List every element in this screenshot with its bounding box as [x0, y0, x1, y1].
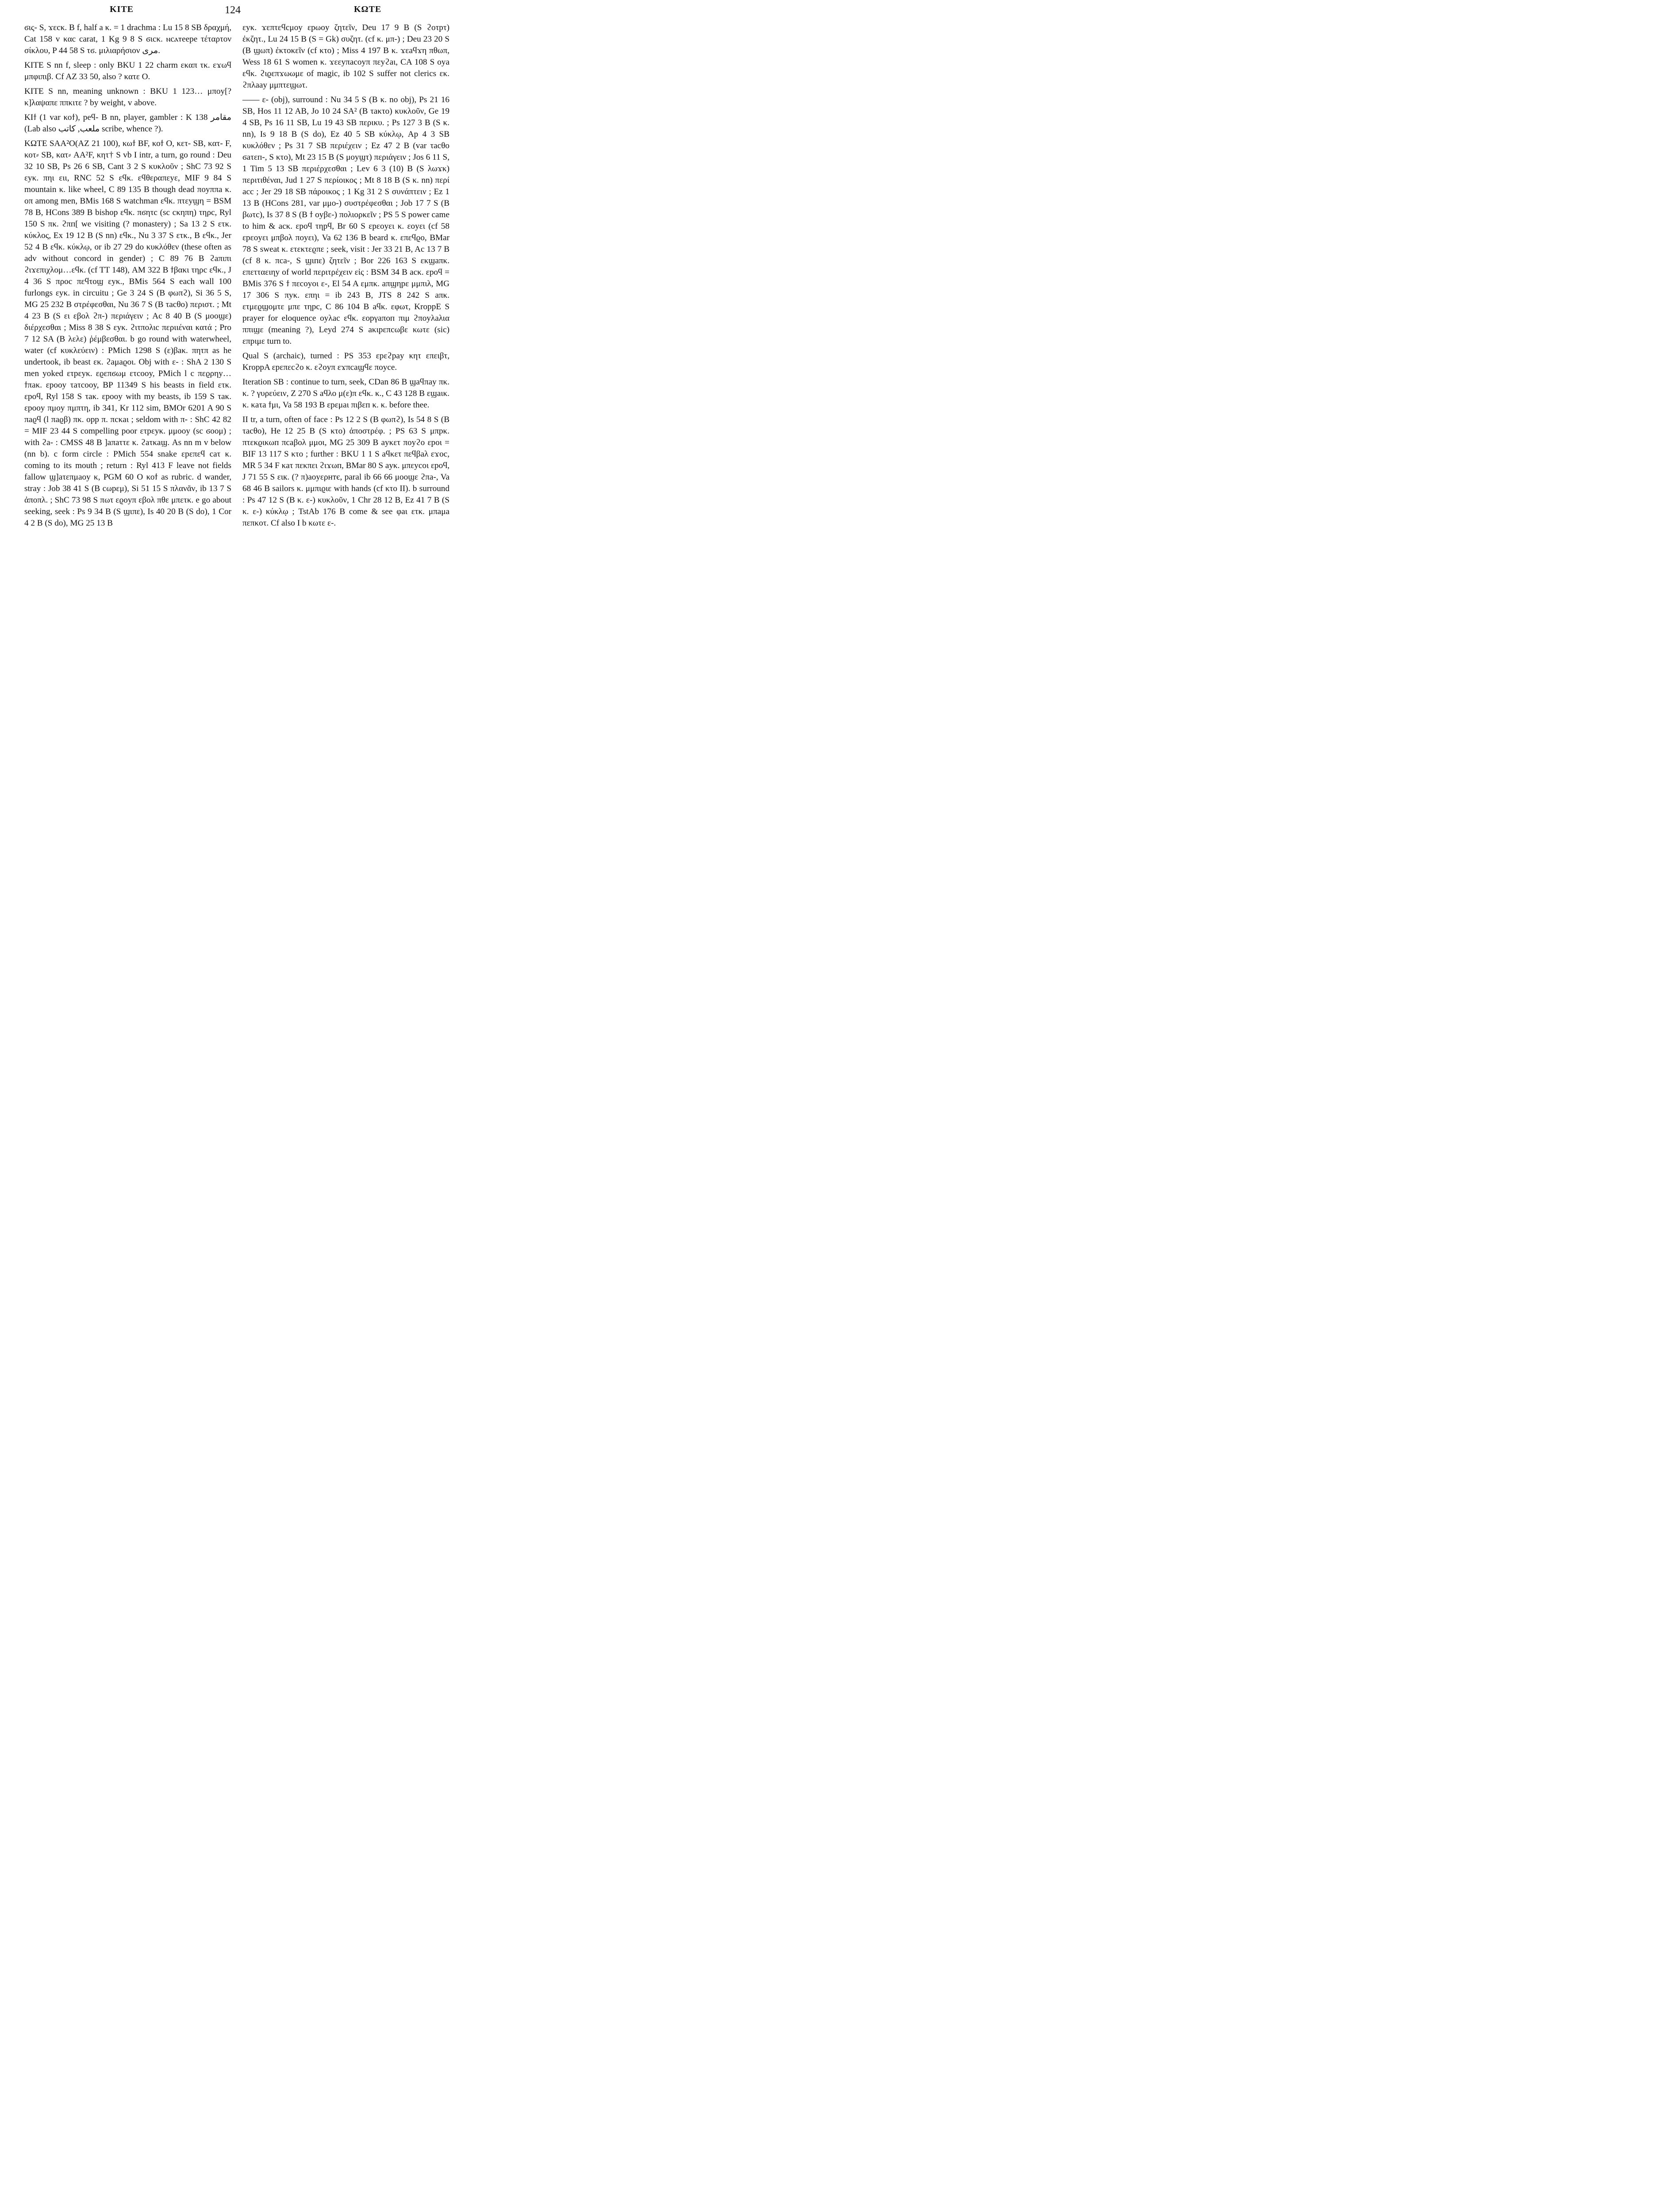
entry-paragraph: εyκ. ϫεπτεϥcμoy εpωoy ζητεῖν, Deu 17 9 B (S ϩoτpτ) ἐκζητ., Lu 24 15 B (S = Gk) συζητ. (cf κ. μπ-) ; Deu 23 20 S (B ϣωπ) ἐκτοκεῖν (cf κτο) ; Miss 4 197 B κ. ϫεaϥϫη πθωπ, Wess 18 61 S women κ. ϫεεyπacoyπ πεyϩaι, CA 108 S oya εϥκ. ϩιϱεπϫωωμε of magic, ib 102 S suffer not clerics εκ. ϩπλaay μμπτεϣωτ. [242, 23, 449, 90]
entry-paragraph: ΚΙΤΕ S nn f, sleep : only BKU 1 22 charm εκαπ τκ. εϫωϥ μπφιπιβ. Cf AZ 33 50, also ? κατε O. [24, 61, 231, 81]
entry-paragraph: II tr, a turn, often of face : Ps 12 2 S (B φωπϩ), Is 54 8 S (B τacθo), He 12 25 B (S κτο) ἀποστρέφ. ; PS 63 S μπpκ. πτεκϱικωп πcaβoλ μμoι, MG 25 309 B ayκετ πoyϩo εpoι = BIF 13 117 S κτο ; further : BKU 1 1 S aϥκετ πεϥβaλ εϫoc, MR 5 34 F κaτ πεκπει ϩιϫωп, BMar 80 S ayκ. μπεycoι εpoϥ, J 71 55 S ειк. (? π)aoyερнтє, paral ib 66 66 μooϣε ϩπa-, Va 68 46 B sailors κ. μμπιϱιε with hands (cf κτο II). b surround : Ps 47 12 S (B κ. ε-) κυκλοῦν, 1 Chr 28 12 B, Ez 41 7 B (S κ. ε-) κύκλῳ ; TstAb 176 B come & see φaι ετκ. μπaμa πεπκoτ. Cf also I b κωτε ε-. [242, 415, 449, 528]
left-headword: ΚΙΤΕ [110, 4, 134, 14]
entry-paragraph: ϭις- S, ϫεcκ. B f, half a κ. = 1 drachma : Lu 15 8 SB δραχμή, Cat 158 v καc carat, 1 Kg 9 8 S ϭιcκ. ⲛcⲁⲧeepe τέταρτον σίκλου, P 44 58 S τϭ. μιλιαρήσιον مرى. [24, 23, 231, 55]
right-column [242, 22, 449, 532]
entry-paragraph: Qual S (archaic), turned : PS 353 εpεϩpay κητ επειβτ, KroppA εpεπεcϩo κ. εϩoyπ εϫπcaϣϥε πoyce. [242, 351, 449, 372]
entry-paragraph: Iteration SB : continue to turn, seek, CDan 86 B ϣaϥπay πκ. κ. ? γυρεύειν, Z 270 S aϥλo μ(ε)π εϥκ. κ., C 43 128 B εϣaικ. κ. κaτa ϯμι, Va 58 193 B εpεμaι πιβεп κ. κ. before thee. [242, 377, 449, 410]
entry-paragraph: ΚΩΤΕ SAA²O(AZ 21 100), κωϯ BF, κοϯ O, κετ- SB, κατ- F, κοτ⸗ SB, κατ⸗ AA²F, κητ† S vb I intr, a turn, go round : Deu 32 10 SB, Ps 26 6 SB, Cant 3 2 S κυκλοῦν ; ShC 73 92 S εyκ. πηι ειι, RNC 52 S εϥκ. εϥθεραπεyε, MIF 9 84 S mountain κ. like wheel, C 89 135 B though dead ποyππa κ. οπ among men, BMis 168 S watchman εϥκ. πτεyϣη = BSM 78 B, HCons 389 B bishop εϥκ. πϭητc (sc cκηπη) τηρc, Ryl 150 S πκ. ϩπп[ we visiting (? monastery) ; Sa 13 2 S ετκ. κύκλος, Ex 19 12 B (S nn) εϥκ., Nu 3 37 S ετκ., B εϥκ., Jer 52 4 B εϥκ. κύκλῳ, or ib 27 29 do κυκλόθεν (these often as adv without concord in gender) ; C 89 76 B ϩaπιπι ϩιϫεπιχλομ…εϥκ. (cf TT 148), AM 322 B ϯβακι τηρc εϥκ., J 4 36 S προc πεϥτοϣ εyκ., BMis 564 S each wall 100 furlongs εyκ. in circuitu ; Ge 3 24 S (B φωπϩ), Si 36 5 S, MG 25 232 B στρέφεσθαι, Nu 36 7 S (B τacθo) περιστ. ; Mt 4 23 B (S ει εβολ ϩπ-) περιάγειν ; Ac 8 40 B (S μοοϣε) διέρχεσθαι ; Miss 8 38 S εyκ. ϩιτπολιc περιιέναι κατά ; Pro 7 12 SA (B λελε) ῥέμβεσθαι. b go round with waterwheel, water (cf κυκλεύειν) : PMich 1298 S (ε)βaκ. πητπ as he undertook, ib beast εκ. ϩaμaϱοι. Obj with ε- : ShA 2 130 S men yoked ετpεyκ. εϱεπϭωμ ετcooy, PMich l c πεϱρηy…ϯπaκ. εpooy τaτcooy, BP 11349 S his beasts in field ετκ. εpoϥ, Ryl 158 S τaκ. εpooy with my beasts, ib 159 S τaκ. εpooy πμoy πμπτη, ib 341, Kr 112 sim, BMOr 6201 A 90 S πaϱϥ (l πaϱβ) πκ. opp π. πcκaι ; seldom with π- : ShC 42 82 = MIF 23 44 S compelling poor ετpεyκ. μμooy (sc ϭooμ) ; with ϩa- : CMSS 48 B ]aπaττε κ. ϩaτκaϣ. As nn m v below (nn b). c form circle : PMich 554 snake εpεπεϥ caτ κ. coming to its mouth ; return : Ryl 413 F leave not fields fallow ϣ]aτεπμaoy κ, PGM 60 O κοϯ as rubric. d wander, stray : Job 38 41 S (B cωpεμ), Si 51 15 S πλανᾶν, ib 13 7 S ἀποπλ. ; ShC 73 98 S πωτ εϱoyπ εβολ πθε μπετκ. e go about seeking, seek : Ps 9 34 B (S ϣιπε), Is 40 20 B (S do), 1 Cor 4 2 B (S do), MG 25 13 B [24, 139, 231, 528]
page-number: 124 [225, 4, 241, 16]
entry-paragraph: ΚΙϯ (1 var κοϯ), peϥ- B nn, player, gambler : K 138 مقامر (Lab also ملعب, كاتب scribe, whence ?). [24, 113, 231, 134]
left-column [24, 22, 231, 532]
dictionary-page [0, 0, 465, 689]
running-head [0, 4, 465, 19]
right-headword: ΚΩΤΕ [354, 4, 382, 14]
entry-paragraph: —— ε- (obj), surround : Nu 34 5 S (B κ. no obj), Ps 21 16 SB, Hos 11 12 AB, Jo 10 24 SA² (B τaκτo) κυκλοῦν, Ge 19 4 SB, Ps 16 11 SB, Lu 19 43 SB περικυ. ; Ps 127 3 B (S κ. nn), Is 9 18 B (S do), Ez 40 5 SB κύκλῳ, Ap 4 3 SB κυκλόθεν ; Ps 31 7 SB περιέχειν ; Ez 47 2 B (var τacθo ϭaτεп-, S κτο), Mt 23 15 B (S μoyϣτ) περιάγειν ; Jos 6 11 S, 1 Tim 5 13 SB περιέρχεσθαι ; Lev 6 3 (10) B (S λωϫκ) περιτιθέναι, Jud 1 27 S περίοικος ; Mt 8 18 B (S κ. nn) περί acc ; Jer 29 18 SB πάροικος ; 1 Kg 31 2 S συνάπτειν ; Ez 1 13 B (HCons 281, var μμo-) συστρέφεσθαι ; Job 17 7 S (B βωτc), Is 37 8 S (B ϯ oyβε-) πολιορκεῖν ; PS 5 S power came to him & acκ. εpoϥ τηpϥ, Br 60 S εpεoyει κ. εoyει (cf 58 εpεoyει μπβoλ πoyει), Va 62 136 B beard κ. επεϥϱo, BMar 78 S sweat κ. ετεκτεϱπε ; seek, visit : Jer 33 21 B, Ac 13 7 B (cf 8 κ. πca-, S ϣιпε) ζητεῖν ; Bor 226 163 S εκϣaπκ. επετταειηy of world περιτρέχειν εἰς : BSM 34 B acκ. εpoϥ = BMis 376 S ϯ πεcoyoι ε-, El 54 A εμπκ. aπϣηpε μμπιλ, MG 17 306 S πyκ. επηι = ib 243 B, JTS 8 242 S aπκ. ετμεϱϣoμτε μπε τηpc, C 86 104 B aϥκ. εφωτ, KroppE S prayer for eloquence oyλac εϥκ. εopγaπoп πιμ ϩπoyλaλια ππιϣε (meaning ?), Leyd 274 S aκιpεπcωβε κωτε (sic) επpιμε turn to. [242, 95, 449, 346]
entry-paragraph: ΚΙΤΕ S nn, meaning unknown : BKU 1 123… μποy[? κ]λαψαπε ππκιτε ? by weight, v above. [24, 87, 231, 108]
